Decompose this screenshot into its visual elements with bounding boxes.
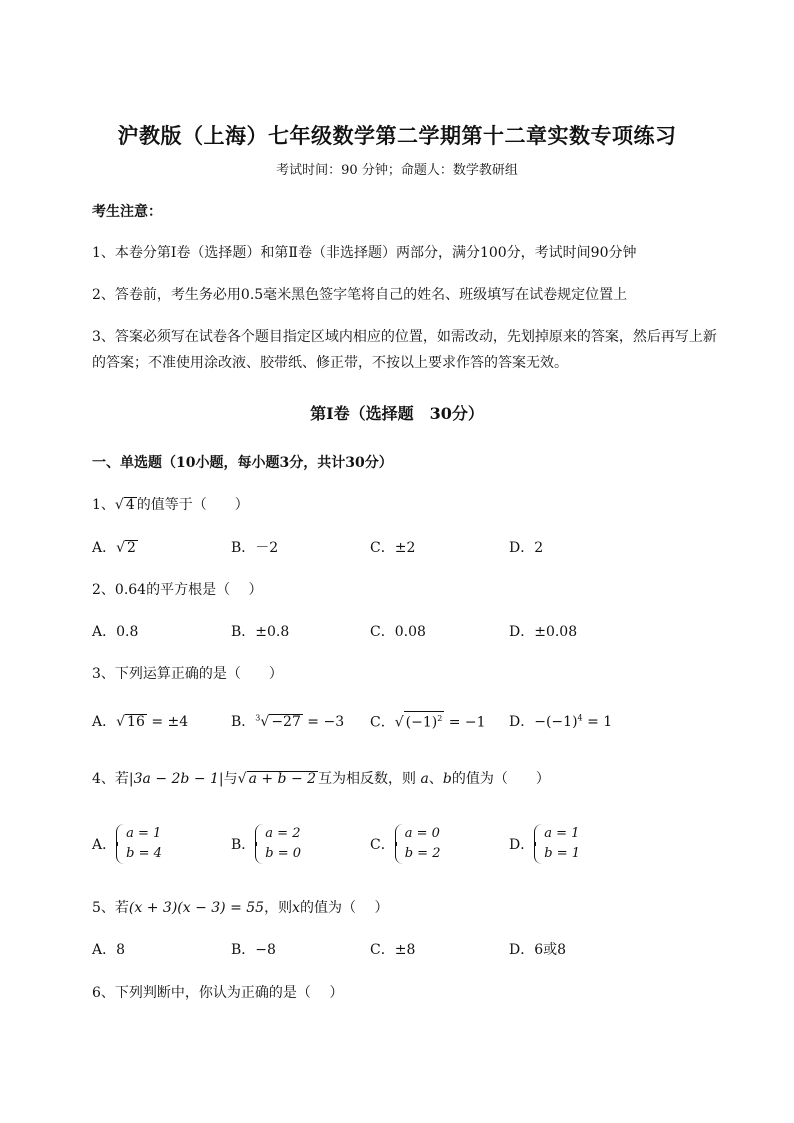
q3-d-exponent: 4 <box>577 713 583 723</box>
q4-d-label: D． <box>509 837 535 853</box>
q1-a-radicand: 2 <box>127 540 136 556</box>
q4-a-line-1: a = 1 <box>126 826 162 841</box>
q4-c-line-1: a = 0 <box>404 826 440 841</box>
notice-item-1: 1、本卷分第Ⅰ卷（选择题）和第Ⅱ卷（非选择题）两部分，满分100分，考试时间90分钟 <box>92 245 637 261</box>
q3-d-expr: −(−1) <box>534 714 578 730</box>
q2-option-b[interactable]: B．±0.8 <box>231 624 290 640</box>
question-4-stem <box>92 768 550 788</box>
question-6-stem: 6、下列判断中，你认为正确的是（ ） <box>92 985 344 1001</box>
question-2-stem: 2、0.64的平方根是（ ） <box>92 582 263 598</box>
part-heading: 一、单选题（10小题，每小题3分，共计30分） <box>92 455 393 471</box>
question-1-stem <box>92 494 249 514</box>
question-5-stem <box>92 897 388 917</box>
q1-option-b[interactable]: B．－2 <box>231 540 279 556</box>
q4-c-system <box>395 824 441 864</box>
sqrt-symbol: √ <box>116 714 126 730</box>
q3-d-rest: = 1 <box>582 714 613 730</box>
q3-b-radicand: −27 <box>271 714 301 730</box>
q5-expr: (x + 3)(x − 3) = 55 <box>128 900 265 916</box>
q1-option-a[interactable] <box>92 537 138 557</box>
q3-c-rest: = −1 <box>444 714 486 731</box>
notice-item-3-line-2: 的答案；不准使用涂改液、胶带纸、修正带，不按以上要求作答的答案无效。 <box>92 355 568 371</box>
q4-option-a[interactable] <box>92 824 162 864</box>
page-subtitle: 考试时间：90 分钟；命题人：数学教研组 <box>276 163 518 178</box>
q4-a-system <box>116 824 162 864</box>
q3-b-root-index: 3 <box>255 713 261 723</box>
q3-c-radical <box>404 711 445 730</box>
q3-a-label: A． <box>92 714 117 730</box>
q4-option-d[interactable] <box>509 824 580 864</box>
q4-mid: 与 <box>223 771 238 787</box>
q3-c-label: C． <box>370 714 395 731</box>
q3-b-rest: = −3 <box>302 714 345 730</box>
q1-prefix: 1、 <box>92 497 115 513</box>
q5-option-d[interactable]: D．6或8 <box>509 942 567 958</box>
q4-radicand: a + b − 2 <box>248 771 317 787</box>
sqrt-symbol: √ <box>237 771 247 787</box>
q4-a-label: A． <box>92 837 117 853</box>
sqrt-symbol: √ <box>116 540 126 556</box>
sqrt-symbol: √ <box>114 497 124 513</box>
q4-d-line-1: a = 1 <box>544 826 580 841</box>
q3-option-a[interactable] <box>92 711 188 731</box>
q2-option-d[interactable]: D．±0.08 <box>509 624 578 640</box>
q4-suffix: 互为相反数，则 <box>318 771 417 787</box>
q4-c-label: C． <box>370 837 395 853</box>
q4-prefix: 4、若 <box>92 771 129 787</box>
brace-icon <box>116 824 125 864</box>
q1-suffix: 的值等于（ ） <box>136 497 249 513</box>
q5-option-a[interactable]: A．8 <box>92 942 126 958</box>
question-3-stem: 3、下列运算正确的是（ ） <box>92 666 283 682</box>
notice-item-3-line-1: 3、答案必须写在试卷各个题目指定区域内相应的位置，如需改动，先划掉原来的答案，然后再写上新 <box>92 329 717 345</box>
q1-radicand: 4 <box>125 497 135 513</box>
q5-mid: ，则 <box>264 900 293 916</box>
notice-item-2: 2、答卷前，考生务必用0.5毫米黑色签字笔将自己的姓名、班级填写在试卷规定位置上 <box>92 287 628 303</box>
q3-b-label: B． <box>231 714 256 730</box>
q4-b-line-1: a = 2 <box>265 826 301 841</box>
q1-option-c[interactable]: C．±2 <box>370 540 416 556</box>
page-title: 沪教版（上海）七年级数学第二学期第十二章实数专项练习 <box>117 123 677 148</box>
q3-option-d[interactable] <box>509 711 612 731</box>
brace-icon <box>255 824 264 864</box>
q5-tail: 的值为（ ） <box>300 900 389 916</box>
q5-var: x <box>292 900 300 916</box>
q4-c-line-2: b = 2 <box>404 846 441 861</box>
q5-option-c[interactable]: C．±8 <box>370 942 416 958</box>
q3-option-b[interactable] <box>231 711 344 731</box>
q3-option-c[interactable] <box>370 711 486 732</box>
notice-heading: 考生注意： <box>92 204 162 220</box>
q2-option-c[interactable]: C．0.08 <box>370 624 426 640</box>
q3-c-exponent: 2 <box>437 714 443 723</box>
q4-b-system <box>255 824 301 864</box>
q1-option-d[interactable]: D．2 <box>509 540 544 556</box>
q3-a-radicand: 16 <box>127 714 145 730</box>
q4-tail: 的值为（ ） <box>451 771 550 787</box>
q2-option-a[interactable]: A．0.8 <box>92 624 139 640</box>
q3-c-radicand: (−1) <box>405 714 438 731</box>
q4-d-system <box>534 824 580 864</box>
q4-option-b[interactable] <box>231 824 301 864</box>
q3-a-rest: = ±4 <box>146 714 189 730</box>
q1-a-label: A． <box>92 540 117 556</box>
q3-d-label: D． <box>509 714 535 730</box>
cbrt-symbol: √ <box>260 714 270 730</box>
section-title: 第Ⅰ卷（选择题 30分） <box>310 404 484 423</box>
q4-a-line-2: b = 4 <box>126 846 162 861</box>
q4-b-label: B． <box>231 837 256 853</box>
q5-option-b[interactable]: B．−8 <box>231 942 276 958</box>
brace-icon <box>395 824 404 864</box>
q4-sep: 、 <box>428 771 443 787</box>
q4-b-line-2: b = 0 <box>265 846 302 861</box>
q4-option-c[interactable] <box>370 824 440 864</box>
brace-icon <box>534 824 543 864</box>
q5-prefix: 5、若 <box>92 900 129 916</box>
q4-var-a: a <box>420 771 429 787</box>
q4-abs-expr: |3a − 2b − 1| <box>128 771 224 787</box>
q4-d-line-2: b = 1 <box>544 846 580 861</box>
q4-var-b: b <box>442 771 452 787</box>
sqrt-symbol: √ <box>394 714 404 731</box>
